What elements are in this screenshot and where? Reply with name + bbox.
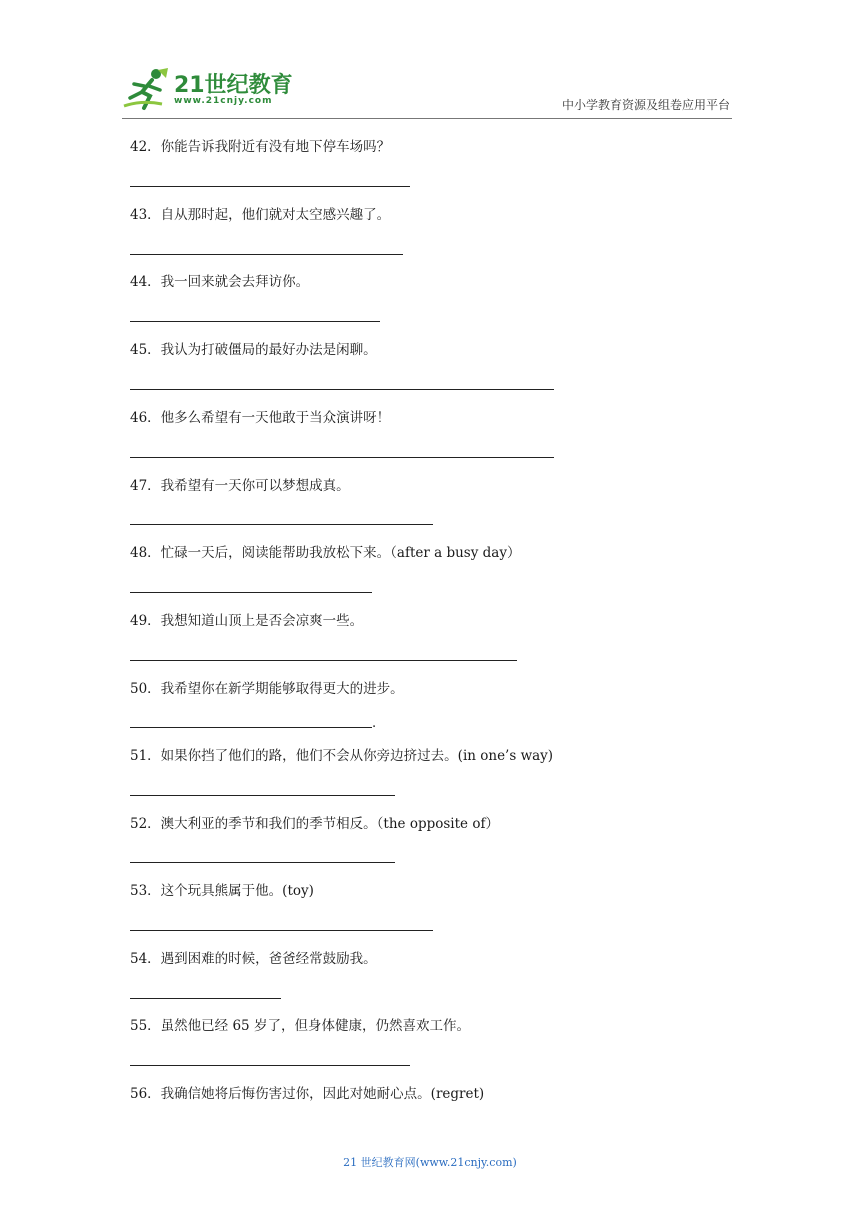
question-45: 45．我认为打破僵局的最好办法是闲聊。 [130, 342, 377, 358]
question-54: 54．遇到困难的时候，爸爸经常鼓励我。 [130, 951, 377, 967]
page-footer [0, 1154, 860, 1170]
answer-line-46[interactable] [130, 457, 554, 458]
answer-line-54[interactable] [130, 998, 281, 999]
answer-line-43[interactable] [130, 254, 403, 255]
question-43: 43．自从那时起，他们就对太空感兴趣了。 [130, 207, 391, 223]
answer-line-53[interactable] [130, 930, 433, 931]
question-56: 56．我确信她将后悔伤害过你，因此对她耐心点。(regret) [130, 1086, 485, 1102]
question-48: 48．忙碌一天后，阅读能帮助我放松下来。（after a busy day） [130, 545, 521, 561]
answer-line-47[interactable] [130, 524, 433, 525]
question-51: 51．如果你挡了他们的路，他们不会从你旁边挤过去。(in one’s way) [130, 748, 554, 764]
answer-line-45[interactable] [130, 389, 554, 390]
site-logo[interactable] [122, 66, 292, 116]
answer-line-42[interactable] [130, 186, 410, 187]
question-50: 50．我希望你在新学期能够取得更大的进步。 [130, 681, 404, 697]
question-44: 44．我一回来就会去拜访你。 [130, 274, 310, 290]
page-header [0, 0, 860, 130]
question-49: 49．我想知道山顶上是否会凉爽一些。 [130, 613, 364, 629]
answer-line-52[interactable] [130, 862, 395, 863]
header-divider [122, 118, 732, 119]
footer-link[interactable]: 21 世纪教育网(www.21cnjy.com) [343, 1156, 517, 1169]
answer-line-48[interactable] [130, 592, 372, 593]
answer-line-49[interactable] [130, 660, 517, 661]
answer-period-50: . [372, 716, 377, 731]
answer-line-44[interactable] [130, 321, 380, 322]
runner-logo-icon [122, 66, 172, 112]
question-47: 47．我希望有一天你可以梦想成真。 [130, 478, 350, 494]
answer-line-51[interactable] [130, 795, 395, 796]
platform-name: 中小学教育资源及组卷应用平台 [561, 98, 730, 112]
logo-title: 21世纪教育 [174, 73, 293, 98]
question-53: 53．这个玩具熊属于他。(toy) [130, 883, 314, 899]
answer-line-55[interactable] [130, 1065, 410, 1066]
question-42: 42．你能告诉我附近有没有地下停车场吗？ [130, 139, 391, 155]
answer-line-50[interactable] [130, 727, 372, 728]
question-52: 52．澳大利亚的季节和我们的季节相反。（the opposite of） [130, 816, 499, 832]
question-55: 55．虽然他已经 65 岁了，但身体健康，仍然喜欢工作。 [130, 1018, 470, 1034]
logo-url: www.21cnjy.com [174, 96, 273, 106]
question-46: 46．他多么希望有一天他敢于当众演讲呀！ [130, 410, 391, 426]
